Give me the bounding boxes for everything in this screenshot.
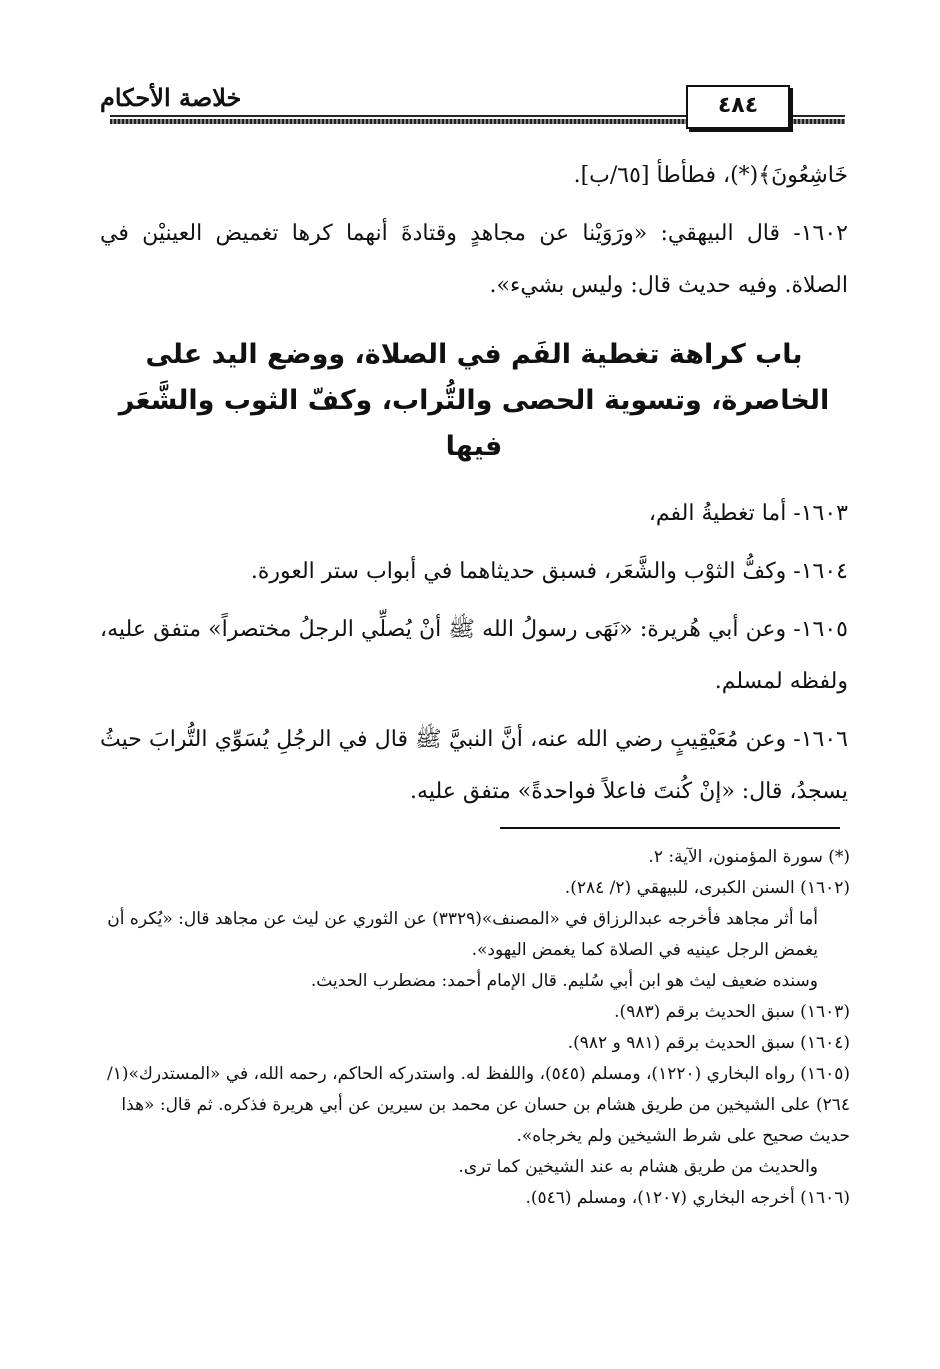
running-title: خلاصة الأحكام [100,83,242,112]
footnotes [100,842,850,1214]
footnote-1602-grading: وسنده ضعيف ليث هو ابن أبي سُليم. قال الإمام أحمد: مضطرب الحديث. [310,971,818,991]
footnote-1604: (١٦٠٤) سبق الحديث برقم (٩٨١ و ٩٨٢). [567,1033,850,1053]
paragraph-1603: ١٦٠٣- أما تغطيةُ الفم، [648,501,848,526]
paragraph-continuation: خَاشِعُونَ﴾(*)، فطأطأ [٦٥/ب]. [573,163,848,188]
footnote-1602-detail: أما أثر مجاهد فأخرجه عبدالرزاق في «المصنف»(٣٣٢٩) عن الثوري عن ليث عن مجاهد قال: «يُكره أن يغمض الرجل عينيه في الصلاة كما يغمض اليهود». [107,909,818,960]
paragraph-1605: ١٦٠٥- وعن أبي هُريرة: «نَهَى رسولُ الله ﷺ أنْ يُصلِّي الرجلُ مختصراً» متفق عليه، ولفظه لمسلم. [100,617,848,694]
page-header [100,75,845,135]
paragraph-1606: ١٦٠٦- وعن مُعَيْقِيبٍ رضي الله عنه، أنَّ النبيَّ ﷺ قال في الرجُلِ يُسَوِّي التُّرابَ حيثُ يسجدُ، قال: «إنْ كُنتَ فاعلاً فواحدةً» متفق عليه. [100,727,848,804]
chapter-title: باب كراهة تغطية الفَم في الصلاة، ووضع اليد على الخاصرة، وتسوية الحصى والتُّراب، وكفّ الثوب والشَّعَر فيها [118,339,830,462]
paragraph-1604: ١٦٠٤- وكفُّ الثوْب والشَّعَر، فسبق حديثاهما في أبواب ستر العورة. [250,559,848,584]
page-number-box: ٤٨٤ [686,85,790,129]
footnote-1605-note: والحديث من طريق هشام به عند الشيخين كما ترى. [458,1157,818,1177]
footnote-star: (*) سورة المؤمنون، الآية: ٢. [648,847,850,867]
footnote-1603: (١٦٠٣) سبق الحديث برقم (٩٨٣). [614,1002,850,1022]
footnote-1605: (١٦٠٥) رواه البخاري (١٢٢٠)، ومسلم (٥٤٥)، واللفظ له. واستدركه الحاكم، رحمه الله، في «المستدرك»(١/ ٢٦٤) على الشيخين من طريق هشام بن حسان عن محمد بن سيرين عن أبي هريرة فذكره. ثم قال: «هذا حديث صحيح على شرط الشيخين ولم يخرجاه». [106,1064,850,1146]
footnote-1602: (١٦٠٢) السنن الكبرى، للبيهقي (٢/ ٢٨٤). [564,878,850,898]
footnote-1606: (١٦٠٦) أخرجه البخاري (١٢٠٧)، ومسلم (٥٤٦). [525,1188,850,1208]
main-text [100,150,848,824]
footnote-separator [500,827,840,829]
paragraph-1602: ١٦٠٢- قال البيهقي: «ورَوَيْنا عن مجاهدٍ وقتادةَ أنهما كرها تغميض العينيْن في الصلاة. وفيه حديث قال: وليس بشيء». [100,221,848,298]
